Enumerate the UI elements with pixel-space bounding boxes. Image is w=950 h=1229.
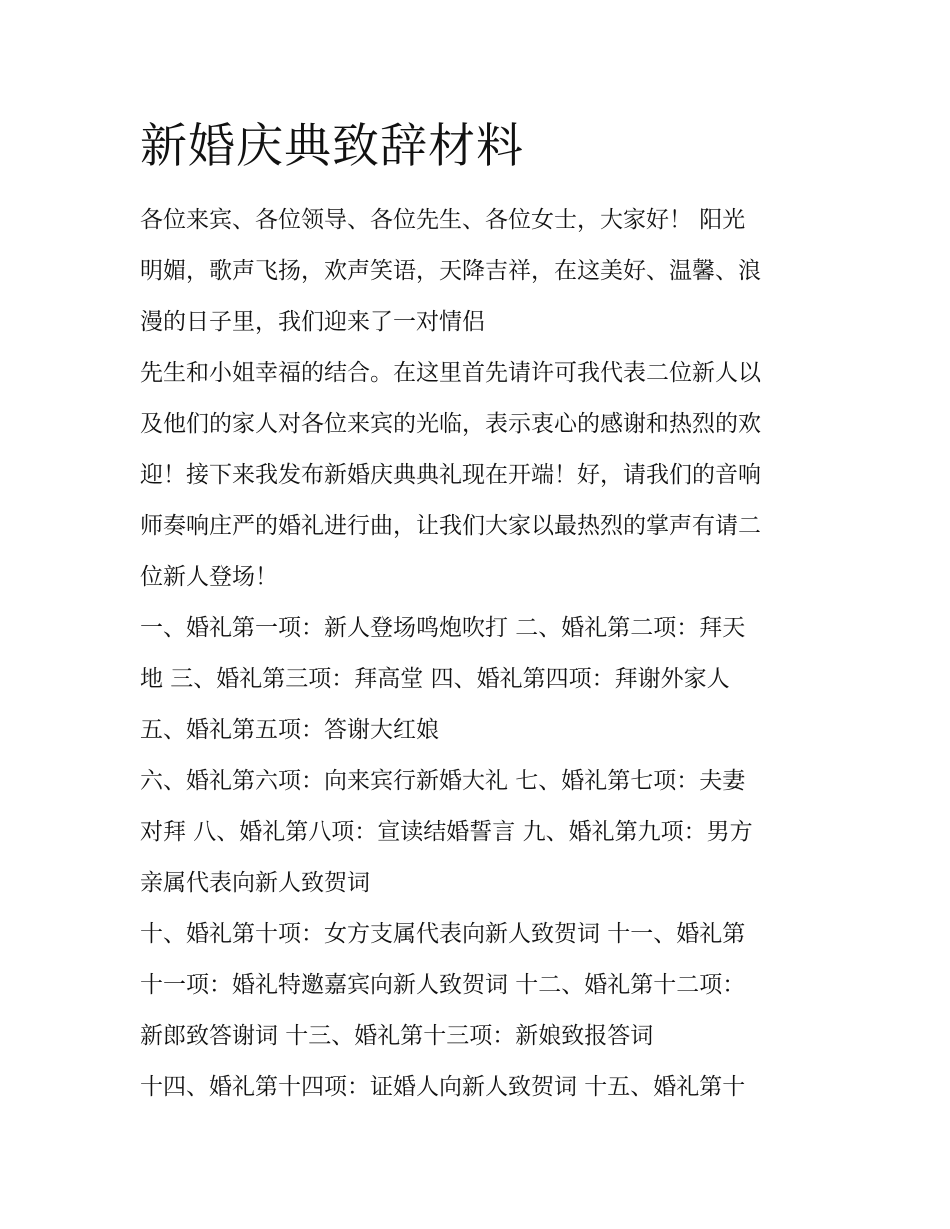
document-title: 新婚庆典致辞材料 [140,119,524,174]
body-line: 地 三、婚礼第三项：拜高堂 四、婚礼第四项：拜谢外家人 [140,666,730,692]
body-line: 新郎致答谢词 十三、婚礼第十三项：新娘致报答词 [140,1023,654,1049]
body-line: 迎！接下来我发布新婚庆典典礼现在开端！好，请我们的音响 [140,462,761,488]
body-line: 六、婚礼第六项：向来宾行新婚大礼 七、婚礼第七项：夫妻 [140,768,746,794]
body-line: 明媚，歌声飞扬，欢声笑语，天降吉祥，在这美好、温馨、浪 [140,258,761,284]
body-line: 先生和小姐幸福的结合。在这里首先请许可我代表二位新人以 [140,360,761,386]
document-body [140,195,812,1113]
body-line: 及他们的家人对各位来宾的光临，表示衷心的感谢和热烈的欢 [140,411,761,437]
body-line: 位新人登场！ [140,564,278,590]
body-line: 十一项：婚礼特邀嘉宾向新人致贺词 十二、婚礼第十二项： [140,972,746,998]
body-line: 十四、婚礼第十四项：证婚人向新人致贺词 十五、婚礼第十 [140,1074,746,1100]
body-line: 一、婚礼第一项：新人登场鸣炮吹打 二、婚礼第二项：拜天 [140,615,746,641]
body-line: 各位来宾、各位领导、各位先生、各位女士，大家好！ 阳光 [140,207,746,233]
body-line: 漫的日子里，我们迎来了一对情侣 [140,309,485,335]
body-line: 五、婚礼第五项：答谢大红娘 [140,717,439,743]
body-line: 亲属代表向新人致贺词 [140,870,370,896]
body-line: 师奏响庄严的婚礼进行曲，让我们大家以最热烈的掌声有请二 [140,513,761,539]
body-line: 十、婚礼第十项：女方支属代表向新人致贺词 十一、婚礼第 [140,921,746,947]
body-line: 对拜 八、婚礼第八项：宣读结婚誓言 九、婚礼第九项：男方 [140,819,753,845]
